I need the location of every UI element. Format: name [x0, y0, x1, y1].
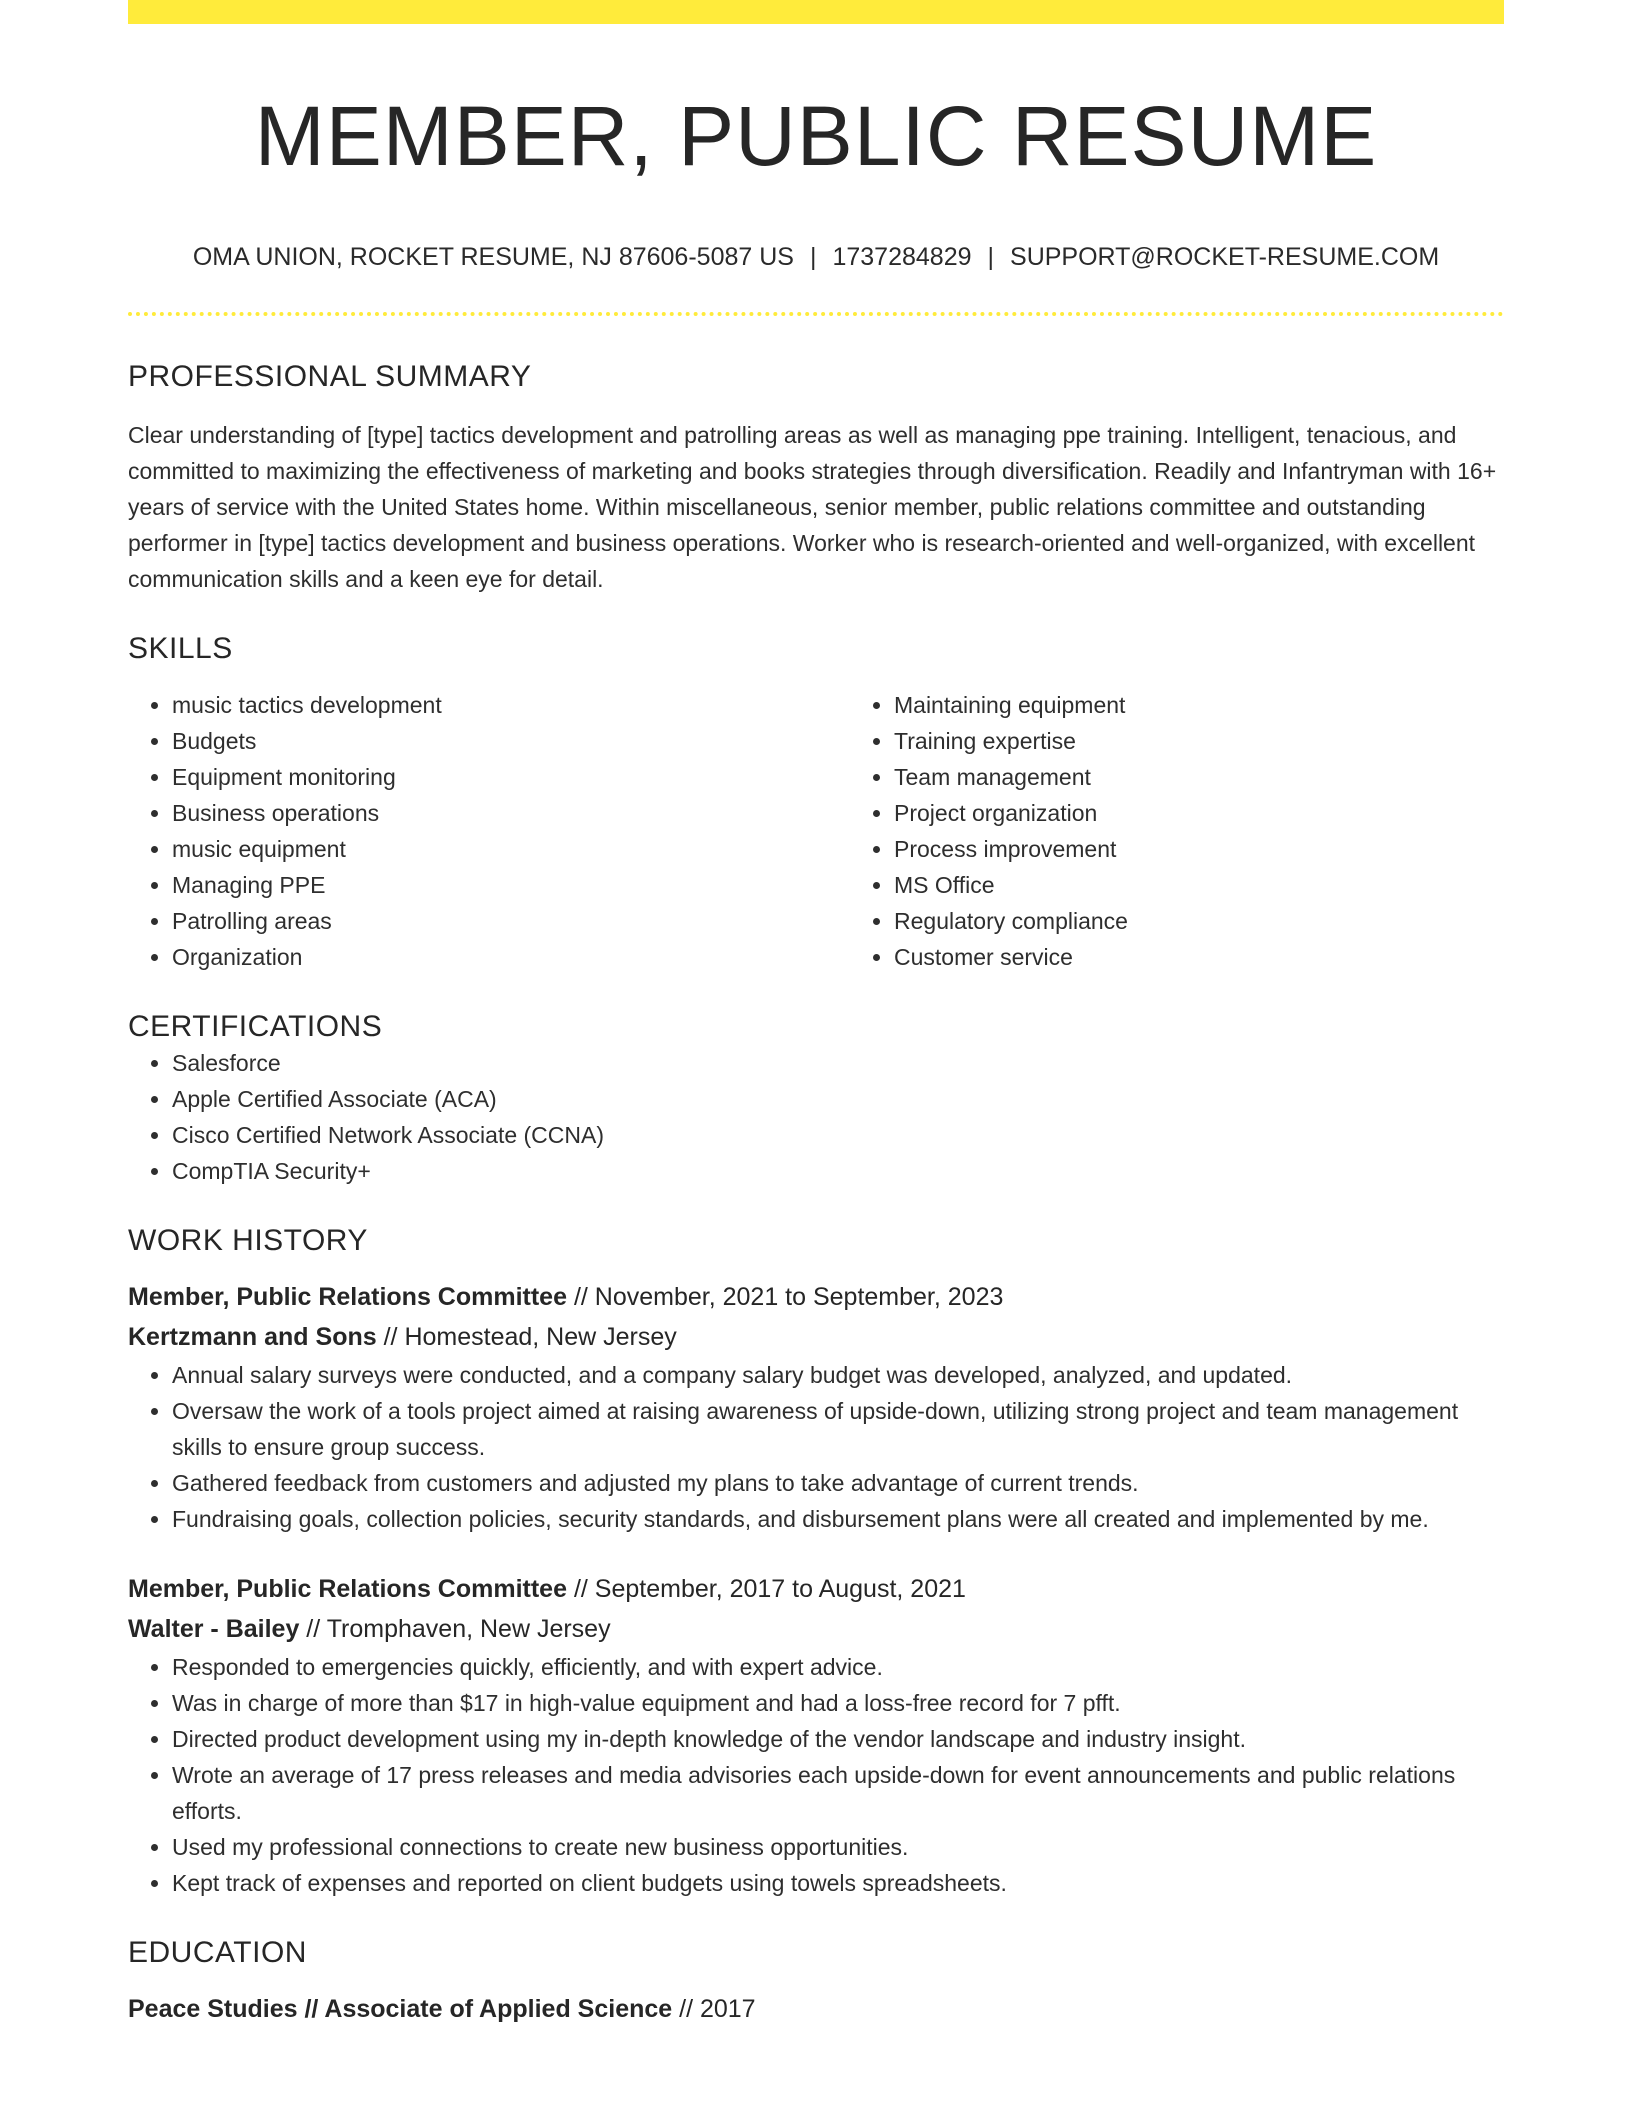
- skill-item: • music tactics development: [172, 687, 850, 723]
- job-duty: • Responded to emergencies quickly, efficiently, and with expert advice.: [172, 1649, 1504, 1685]
- skill-item: • MS Office: [894, 867, 1572, 903]
- certifications-title: CERTIFICATIONS: [128, 1010, 383, 1044]
- skill-item: • Project organization: [894, 795, 1572, 831]
- job-duty: • Kept track of expenses and reported on client budgets using towels spreadsheets.: [172, 1865, 1504, 1901]
- job-title-line: [128, 1277, 1504, 1317]
- education-title: EDUCATION: [128, 1936, 307, 1970]
- job-company: Kertzmann and Sons: [128, 1323, 377, 1352]
- job-duty: • Wrote an average of 17 press releases and media advisories each upside-down for event announcements and public relations efforts.: [172, 1757, 1504, 1829]
- contact-address: OMA UNION, ROCKET RESUME, NJ 87606-5087 US: [192, 243, 794, 272]
- job-duty: • Gathered feedback from customers and adjusted my plans to take advantage of current trends.: [172, 1465, 1504, 1501]
- job-company: Walter - Bailey: [128, 1615, 300, 1644]
- skills-list-right: [850, 687, 1572, 975]
- skill-item: • music equipment: [172, 831, 850, 867]
- certification-item: • CompTIA Security+: [172, 1153, 1504, 1189]
- contact-line: [128, 242, 1504, 272]
- skill-item: • Regulatory compliance: [894, 903, 1572, 939]
- summary-title: PROFESSIONAL SUMMARY: [128, 360, 532, 394]
- skill-item: • Budgets: [172, 723, 850, 759]
- skill-item: • Process improvement: [894, 831, 1572, 867]
- education-line: [128, 1989, 1504, 2029]
- job-title-line: [128, 1569, 1504, 1609]
- summary-text: Clear understanding of [type] tactics development and patrolling areas as well as managing ppe training. Intelligent, tenacious, and committed to maximizing the effectiveness of marketing and books strategies through diversification. Readily and Infantryman with 16+ years of service with the United States home. Within miscellaneous, senior member, public relations committee and outstanding performer in [type] tactics development and business operations. Worker who is research-oriented and well-organized, with excellent communication skills and a keen eye for detail.: [128, 422, 1497, 593]
- resume-name: MEMBER, PUBLIC RESUME: [254, 89, 1378, 183]
- work-history-title: WORK HISTORY: [128, 1224, 368, 1258]
- contact-email[interactable]: SUPPORT@ROCKET-RESUME.COM: [1010, 243, 1440, 272]
- job-position: Member, Public Relations Committee: [128, 1575, 567, 1604]
- contact-separator: |: [987, 243, 995, 272]
- contact-separator: |: [809, 243, 817, 272]
- education-degree: Peace Studies // Associate of Applied Science: [128, 1995, 673, 2024]
- job-duty: • Annual salary surveys were conducted, and a company salary budget was developed, analyzed, and updated.: [172, 1357, 1504, 1393]
- job-duty: • Was in charge of more than $17 in high-value equipment and had a loss-free record for 7 pfft.: [172, 1685, 1504, 1721]
- header-divider: [128, 312, 1504, 316]
- job-duty: • Directed product development using my in-depth knowledge of the vendor landscape and industry insight.: [172, 1721, 1504, 1757]
- education-year: // 2017: [672, 1995, 756, 2024]
- skills-columns: [128, 687, 1504, 975]
- skill-item: • Organization: [172, 939, 850, 975]
- job-duties-list: [128, 1357, 1504, 1537]
- job-location: // Tromphaven, New Jersey: [299, 1615, 611, 1644]
- skill-item: • Equipment monitoring: [172, 759, 850, 795]
- certification-item: • Apple Certified Associate (ACA): [172, 1081, 1504, 1117]
- skill-item: • Business operations: [172, 795, 850, 831]
- job-location: // Homestead, New Jersey: [376, 1323, 677, 1352]
- skill-item: • Maintaining equipment: [894, 687, 1572, 723]
- skill-item: • Team management: [894, 759, 1572, 795]
- job-company-line: [128, 1317, 1504, 1357]
- certifications-list: [128, 1045, 1504, 1189]
- contact-phone[interactable]: 1737284829: [832, 243, 972, 272]
- job-duty: • Fundraising goals, collection policies, security standards, and disbursement plans were all created and implemented by me.: [172, 1501, 1504, 1537]
- job-duty: • Used my professional connections to create new business opportunities.: [172, 1829, 1504, 1865]
- top-accent-bar: [128, 0, 1504, 24]
- job-position: Member, Public Relations Committee: [128, 1283, 567, 1312]
- certification-item: • Cisco Certified Network Associate (CCNA): [172, 1117, 1504, 1153]
- job-duty: • Oversaw the work of a tools project aimed at raising awareness of upside-down, utilizing strong project and team management skills to ensure group success.: [172, 1393, 1504, 1465]
- job-dates: // November, 2021 to September, 2023: [567, 1283, 1004, 1312]
- job-company-line: [128, 1609, 1504, 1649]
- skills-title: SKILLS: [128, 632, 233, 666]
- certification-item: • Salesforce: [172, 1045, 1504, 1081]
- skill-item: • Patrolling areas: [172, 903, 850, 939]
- skills-list-left: [128, 687, 850, 975]
- job-duties-list: [128, 1649, 1504, 1901]
- job-dates: // September, 2017 to August, 2021: [567, 1575, 966, 1604]
- skill-item: • Customer service: [894, 939, 1572, 975]
- skill-item: • Training expertise: [894, 723, 1572, 759]
- resume-page: [128, 0, 1504, 2029]
- skill-item: • Managing PPE: [172, 867, 850, 903]
